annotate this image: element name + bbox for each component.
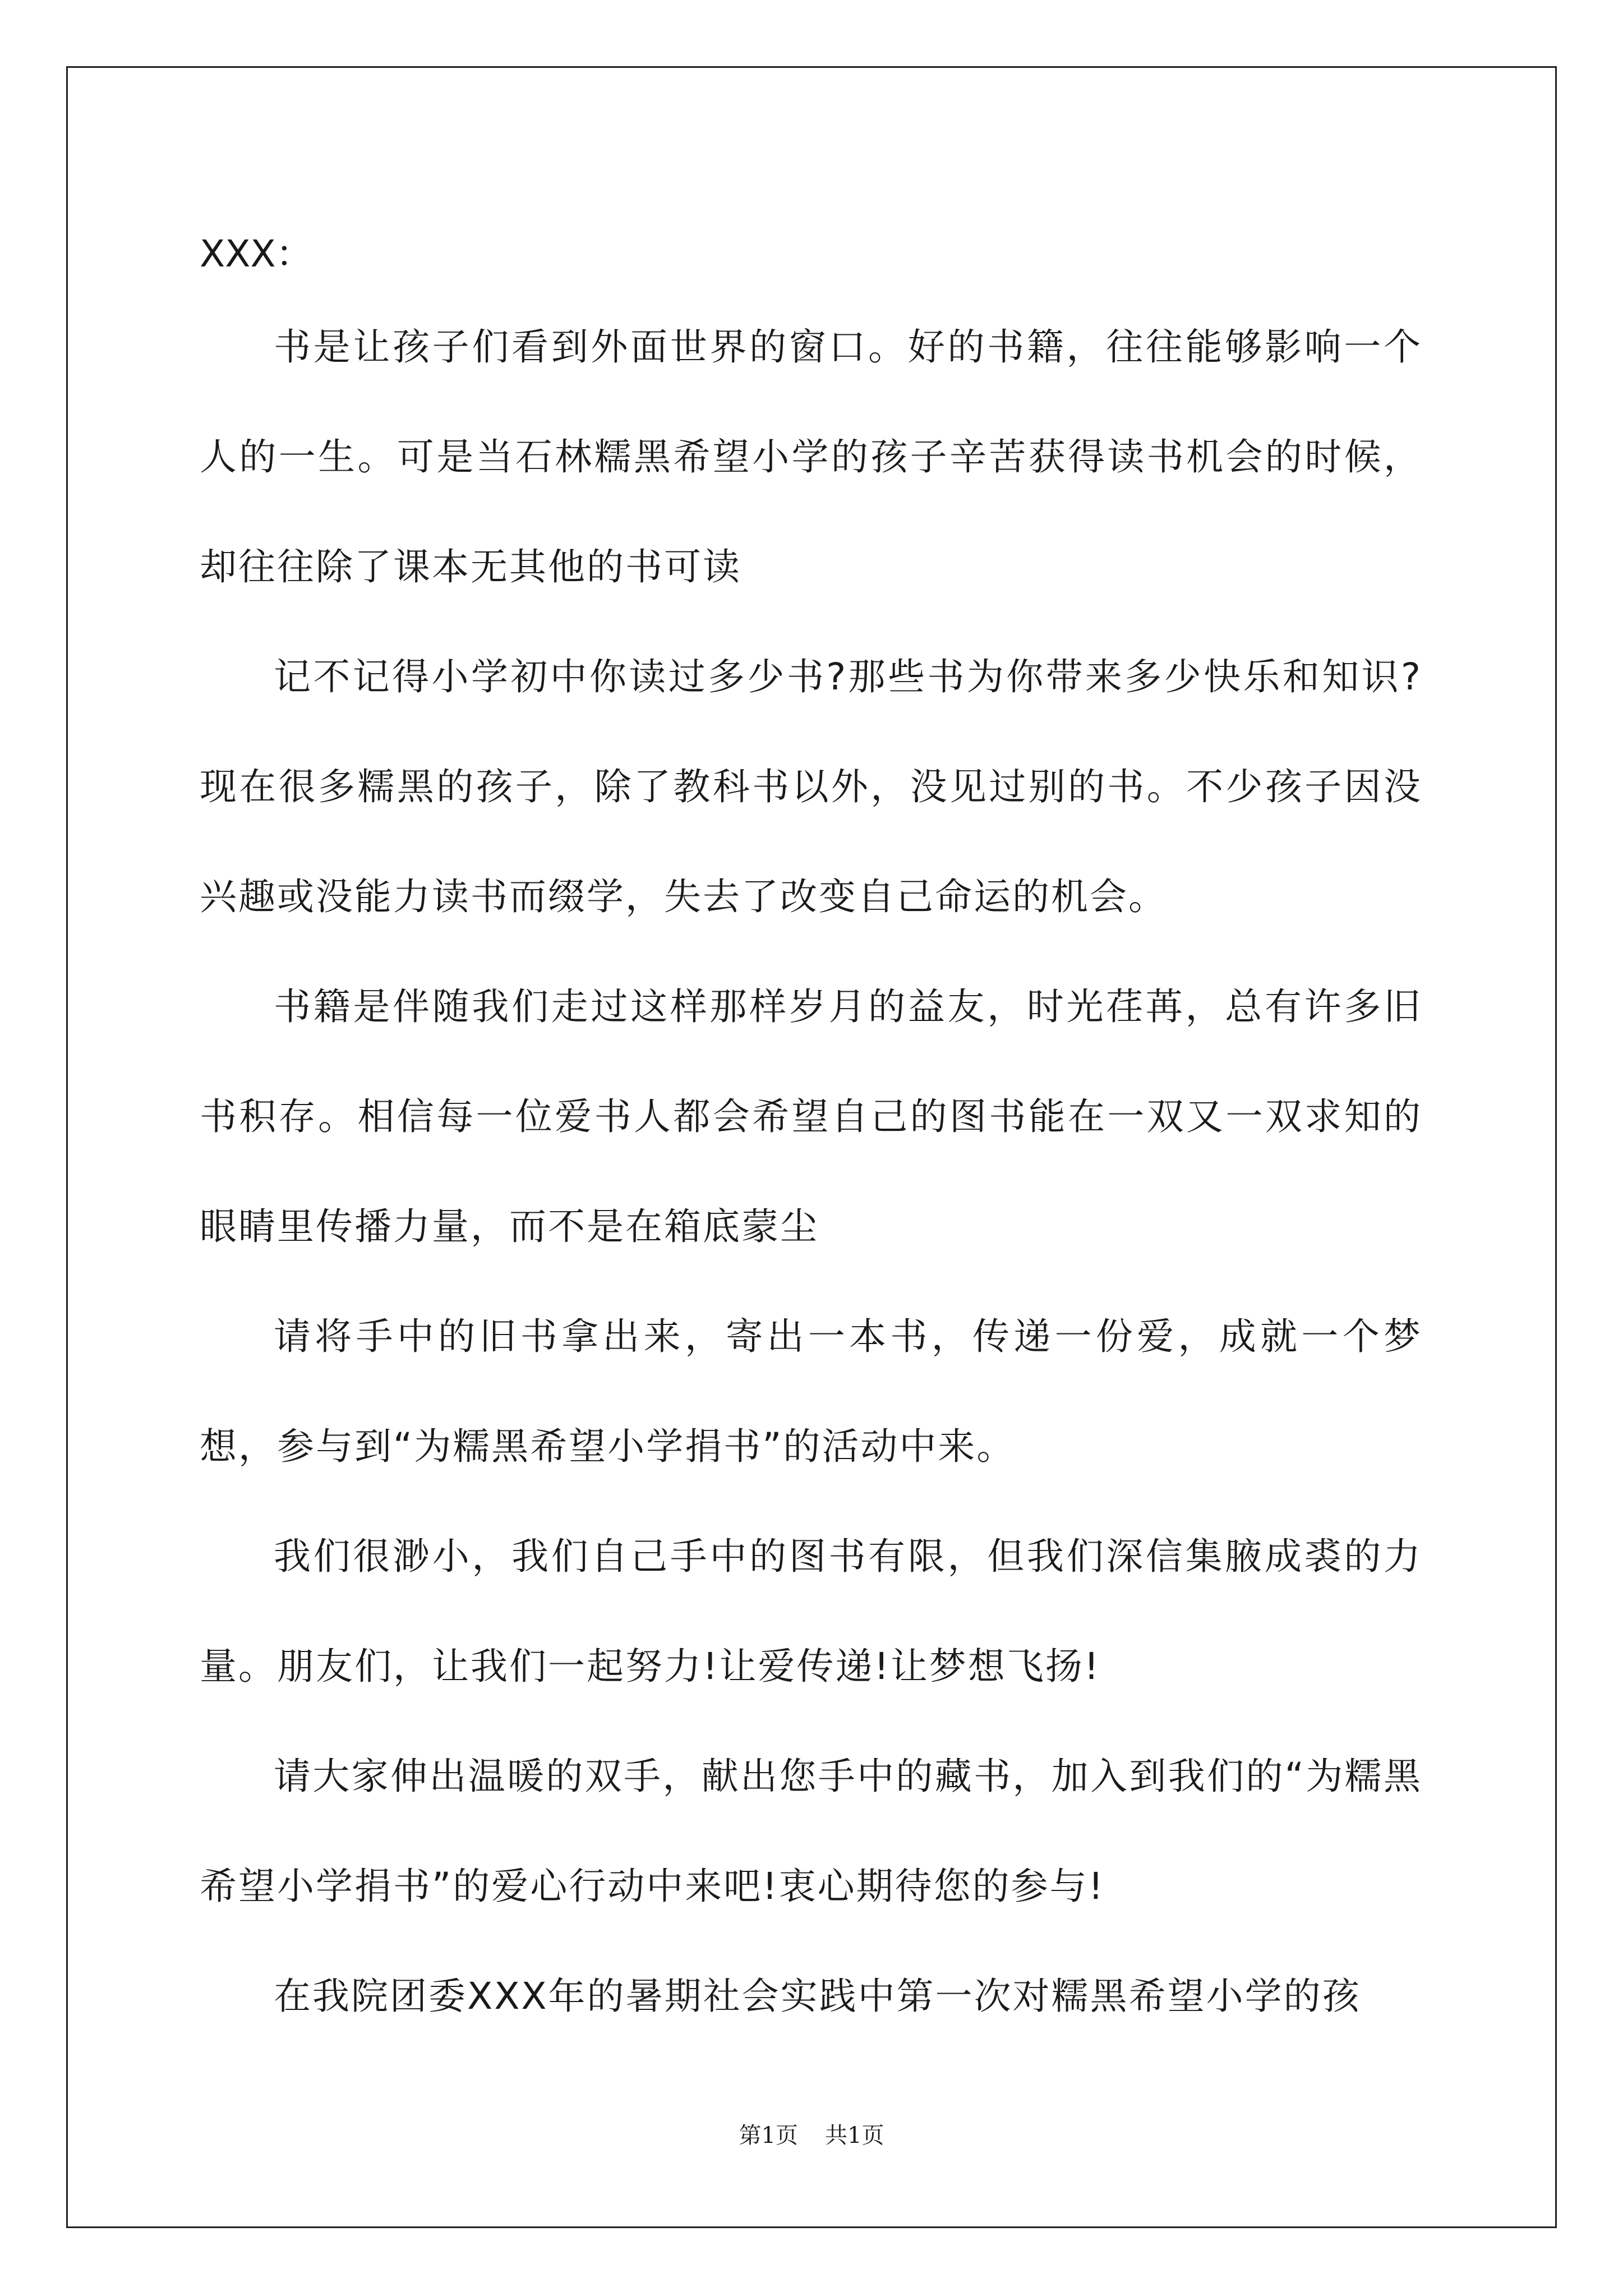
page-footer [0, 2118, 1623, 2150]
paragraph-4: 请将手中的旧书拿出来，寄出一本书，传递一份爱，成就一个梦想，参与到“为糯黑希望小学捐书”的活动中来。 [200, 1315, 1422, 1468]
page-number-total: 共1页 [825, 2123, 884, 2148]
paragraph-5: 我们很渺小，我们自己手中的图书有限，但我们深信集腋成裘的力量。朋友们，让我们一起努力!让爱传递!让梦想飞扬! [200, 1535, 1422, 1688]
paragraph-1: 书是让孩子们看到外面世界的窗口。好的书籍，往往能够影响一个人的一生。可是当石林糯黑希望小学的孩子辛苦获得读书机会的时候，却往往除了课本无其他的书可读 [200, 325, 1422, 588]
document-body [200, 216, 1422, 2051]
paragraph-6: 请大家伸出温暖的双手，献出您手中的藏书，加入到我们的“为糯黑希望小学捐书”的爱心行动中来吧!衷心期待您的参与! [200, 1755, 1422, 1908]
paragraph-2: 记不记得小学初中你读过多少书?那些书为你带来多少快乐和知识?现在很多糯黑的孩子，除了教科书以外，没见过别的书。不少孩子因没兴趣或没能力读书而缀学，失去了改变自己命运的机会。 [200, 655, 1422, 918]
paragraph-7: 在我院团委XXX年的暑期社会实践中第一次对糯黑希望小学的孩 [274, 1975, 1361, 2018]
salutation: XXX： [200, 232, 313, 275]
paragraph-3: 书籍是伴随我们走过这样那样岁月的益友，时光荏苒，总有许多旧书积存。相信每一位爱书人都会希望自己的图书能在一双又一双求知的眼睛里传播力量，而不是在箱底蒙尘 [200, 985, 1422, 1248]
page-number-current: 第1页 [739, 2123, 798, 2148]
